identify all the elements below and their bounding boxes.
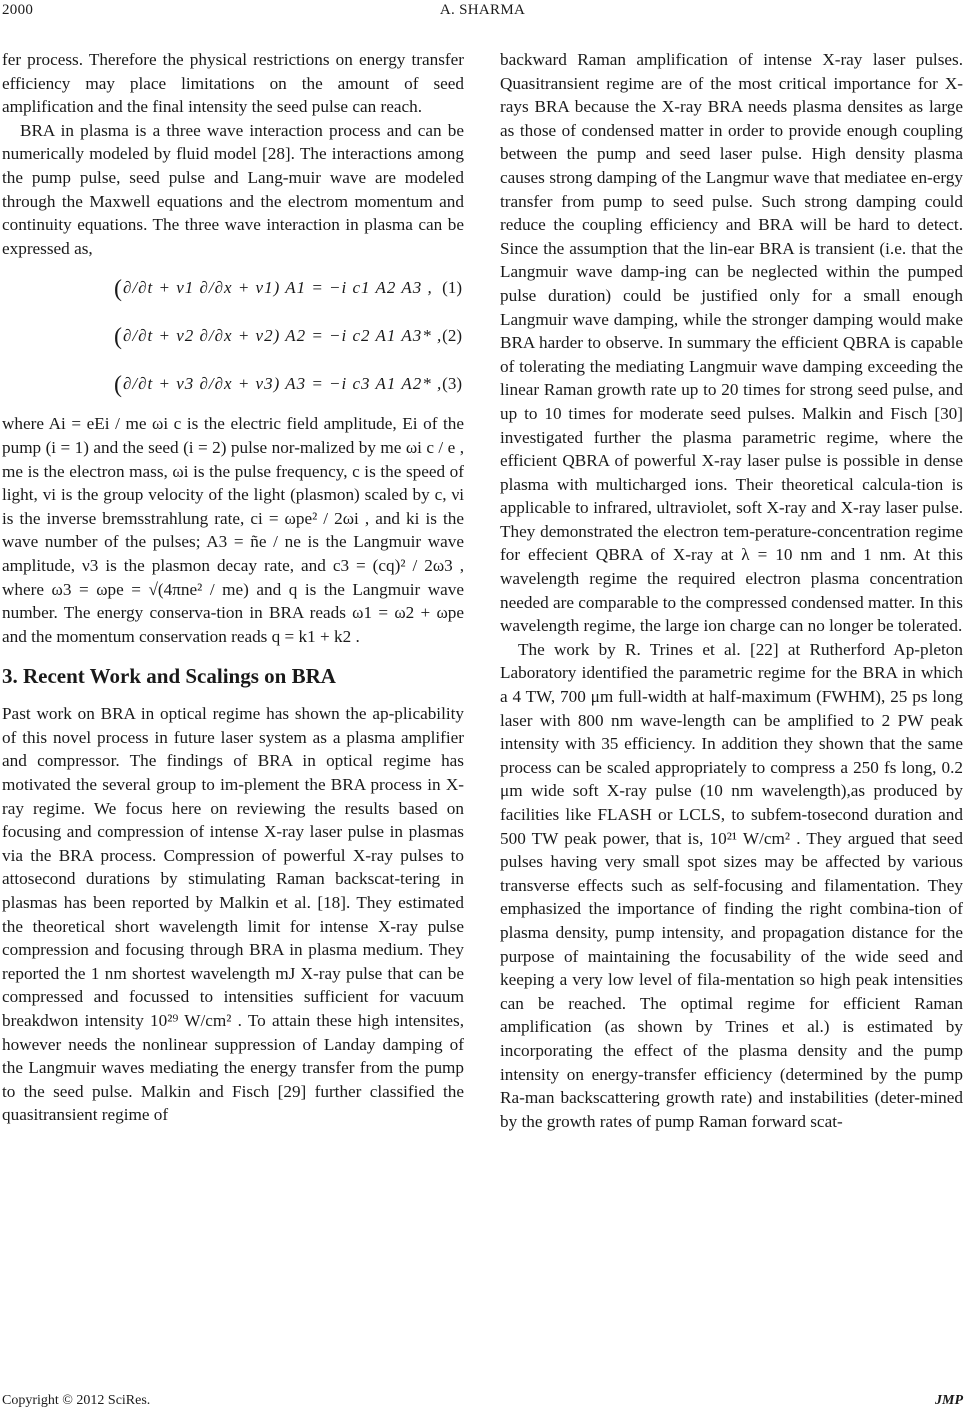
section-heading: 3. Recent Work and Scalings on BRA [2,664,336,689]
paragraph: BRA in plasma is a three wave interaction process and can be numerically modeled by fluid model [28]. The interactions among the pump pulse, seed pulse and Lang-muir wave are modeled through the Maxwell equations and the electrom momentum and continuity equations. The three wave interaction in plasma can be expressed as, [2,120,464,258]
paragraph: backward Raman amplification of intense X-ray laser pulses. Quasitransient regime are of the most critical importance for X-rays BRA because the X-ray BRA needs plasma densites as large as those of condensed matter in order to provide enough coupling between the pump and seed laser pulse. High density plasma causes strong damping of the Langmur wave that mediatee en-ergy transfer from pump to seed pulse. Such strong damping could reduce the coupling efficiency and BRA will be hard to detect. Since the assumption that the lin-ear BRA is transient (i.e. that the Langmuir wave damp-ing can be neglected within the pumped pulse duration) could be justified only for a small enough Langmuir wave damping, while the stronger damping would make BRA harder to observe. In summary the efficient QBRA is capable of tolerating the mediating Langmuir wave damping exceeding the linear Raman growth rate up to 20 times for strong seed pulse, and up to 10 times for moderate seed pulses. Malkin and Fisch [30] investigated further the plasma parametric regime, where the efficient QBRA of powerful X-ray laser pulse is possible in dense plasma with multicharged ions. Their theoretical calcula-tion is applicable to infrared, ultraviolet, soft X-ray and X-ray laser pulse. They demonstrated the electron tem-perature-concentration regime for effecient QBRA of X-ray at λ = 10 nm and 1 nm. At this wavelength regime the required electron plasma concentration needed are comparable to the compressed condensed matter. In this wavelength regime, the large ion charge can no longer be tolerated. [500,50,963,636]
equation-1-number: (1) [442,278,462,298]
page-footer [0,1393,965,1413]
page-number: 2000 [2,2,34,18]
equation-3-text: ∂/∂t + v3 ∂/∂x + ν3) A3 = −i c3 A1 A2* , [123,374,443,394]
equation-3-number: (3) [442,374,462,394]
equation-2: (∂/∂t + v2 ∂/∂x + ν2) A2 = −i c2 A1 A3* , (2) [114,324,462,351]
equation-2-number: (2) [442,326,462,346]
equation-2-text: ∂/∂t + v2 ∂/∂x + ν2) A2 = −i c2 A1 A3* , [123,326,443,346]
running-title: A. SHARMA [439,2,526,18]
right-column [500,48,963,1133]
running-head [0,0,965,26]
equation-3: (∂/∂t + v3 ∂/∂x + ν3) A3 = −i c3 A1 A2* , (3) [114,372,462,399]
paragraph: where Ai = eEi / me ωi c is the electric field amplitude, Ei of the pump (i = 1) and the seed (i = 2) pulse nor-malized by me ωi c / e , me is the electron mass, ωi is the pulse frequency, c is the speed of light, vi is the group velocity of the light (plasmon) scaled by c, νi is the inverse bremsstrahlung rate, ci = ωpe² / 2ωi , and ki is the wave number of the pulses; A3 = ñe / ne is the Langmuir wave amplitude, ν3 is the plasmon decay rate, and c3 = (cq)² / 2ω3 , where ω3 = ωpe = √(4πne² / me) and q is the Langmuir wave number. The energy conserva-tion in BRA reads ω1 = ω2 + ωpe and the momentum conservation reads q = k1 + k2 . [2,414,464,646]
journal-abbrev: JMP [935,1393,963,1408]
equation-1: (∂/∂t + v1 ∂/∂x + ν1) A1 = −i c1 A2 A3 , (1) [114,276,462,303]
copyright-notice: Copyright © 2012 SciRes. [2,1393,151,1408]
paragraph: Past work on BRA in optical regime has shown the ap-plicability of this novel process in future laser system as a plasma amplifier and compressor. The findings of BRA in optical regime has motivated the several group to im-plement the BRA process in X-ray regime. We focus here on reviewing the results based on focusing and compression of intense X-ray laser pulse in plasmas via the BRA process. Compression of powerful X-ray pulses to attosecond durations by stimulating Raman backscat-tering in plasmas has been reported by Malkin et al. [18]. They estimated the theoretical short wavelength limit for intense X-ray pulse compression and focusing through BRA in plasma medium. They reported the 1 nm shortest wavelength mJ X-ray pulse that can be compressed and focussed to intensities sufficient for vacuum breakdwon intensity 10²⁹ W/cm² . To attain these high intensites, however needs the nonlinear suppression of Landay damping of the Langmuir waves mediating the energy transfer from the pump to the seed pulse. Malkin and Fisch [29] further classified the quasitransient regime of [2,704,464,1125]
equation-1-text: ∂/∂t + v1 ∂/∂x + ν1) A1 = −i c1 A2 A3 , [123,278,433,298]
left-column [2,48,464,1127]
paragraph: fer process. Therefore the physical restrictions on energy transfer efficiency may place limitations on the amount of seed amplification and the final intensity the seed pulse can reach. [2,50,464,117]
paragraph: The work by R. Trines et al. [22] at Rutherford Ap-pleton Laboratory identified the parametric regime for the BRA in which a 4 TW, 700 μm full-width at half-maximum (FWHM), 25 ps long laser with 800 nm wave-length can be amplified to 2 PW peak intensity with 35 efficiency. In addition they shown that the same process can be scaled appropriately to compress a 250 fs long, 0.2 μm wide soft X-ray pulse (10 nm wavelength),as produced by facilities like FLASH or LCLS, to subfem-tosecond duration and 500 TW peak power, that is, 10²¹ W/cm² . They argued that seed pulses having very small spot sizes may be affected by various transverse effects such as self-focusing and filamentation. They emphasized the importance of finding the right combina-tion of plasma density, pump intensity, and propagation distance for the purpose of maintaining the focusability of the wide seed and keeping a very low level of fila-mentation so high peak intensities can be reached. The optimal regime for efficient Raman amplification (as shown by Trines et al.) is estimated by incorporating the effect of the plasma density and the pump intensity on energy-transfer efficiency (determined by the pump Ra-man backscattering growth rate) and instabilities (deter-mined by the growth rates of pump Raman forward scat- [500,639,963,1131]
